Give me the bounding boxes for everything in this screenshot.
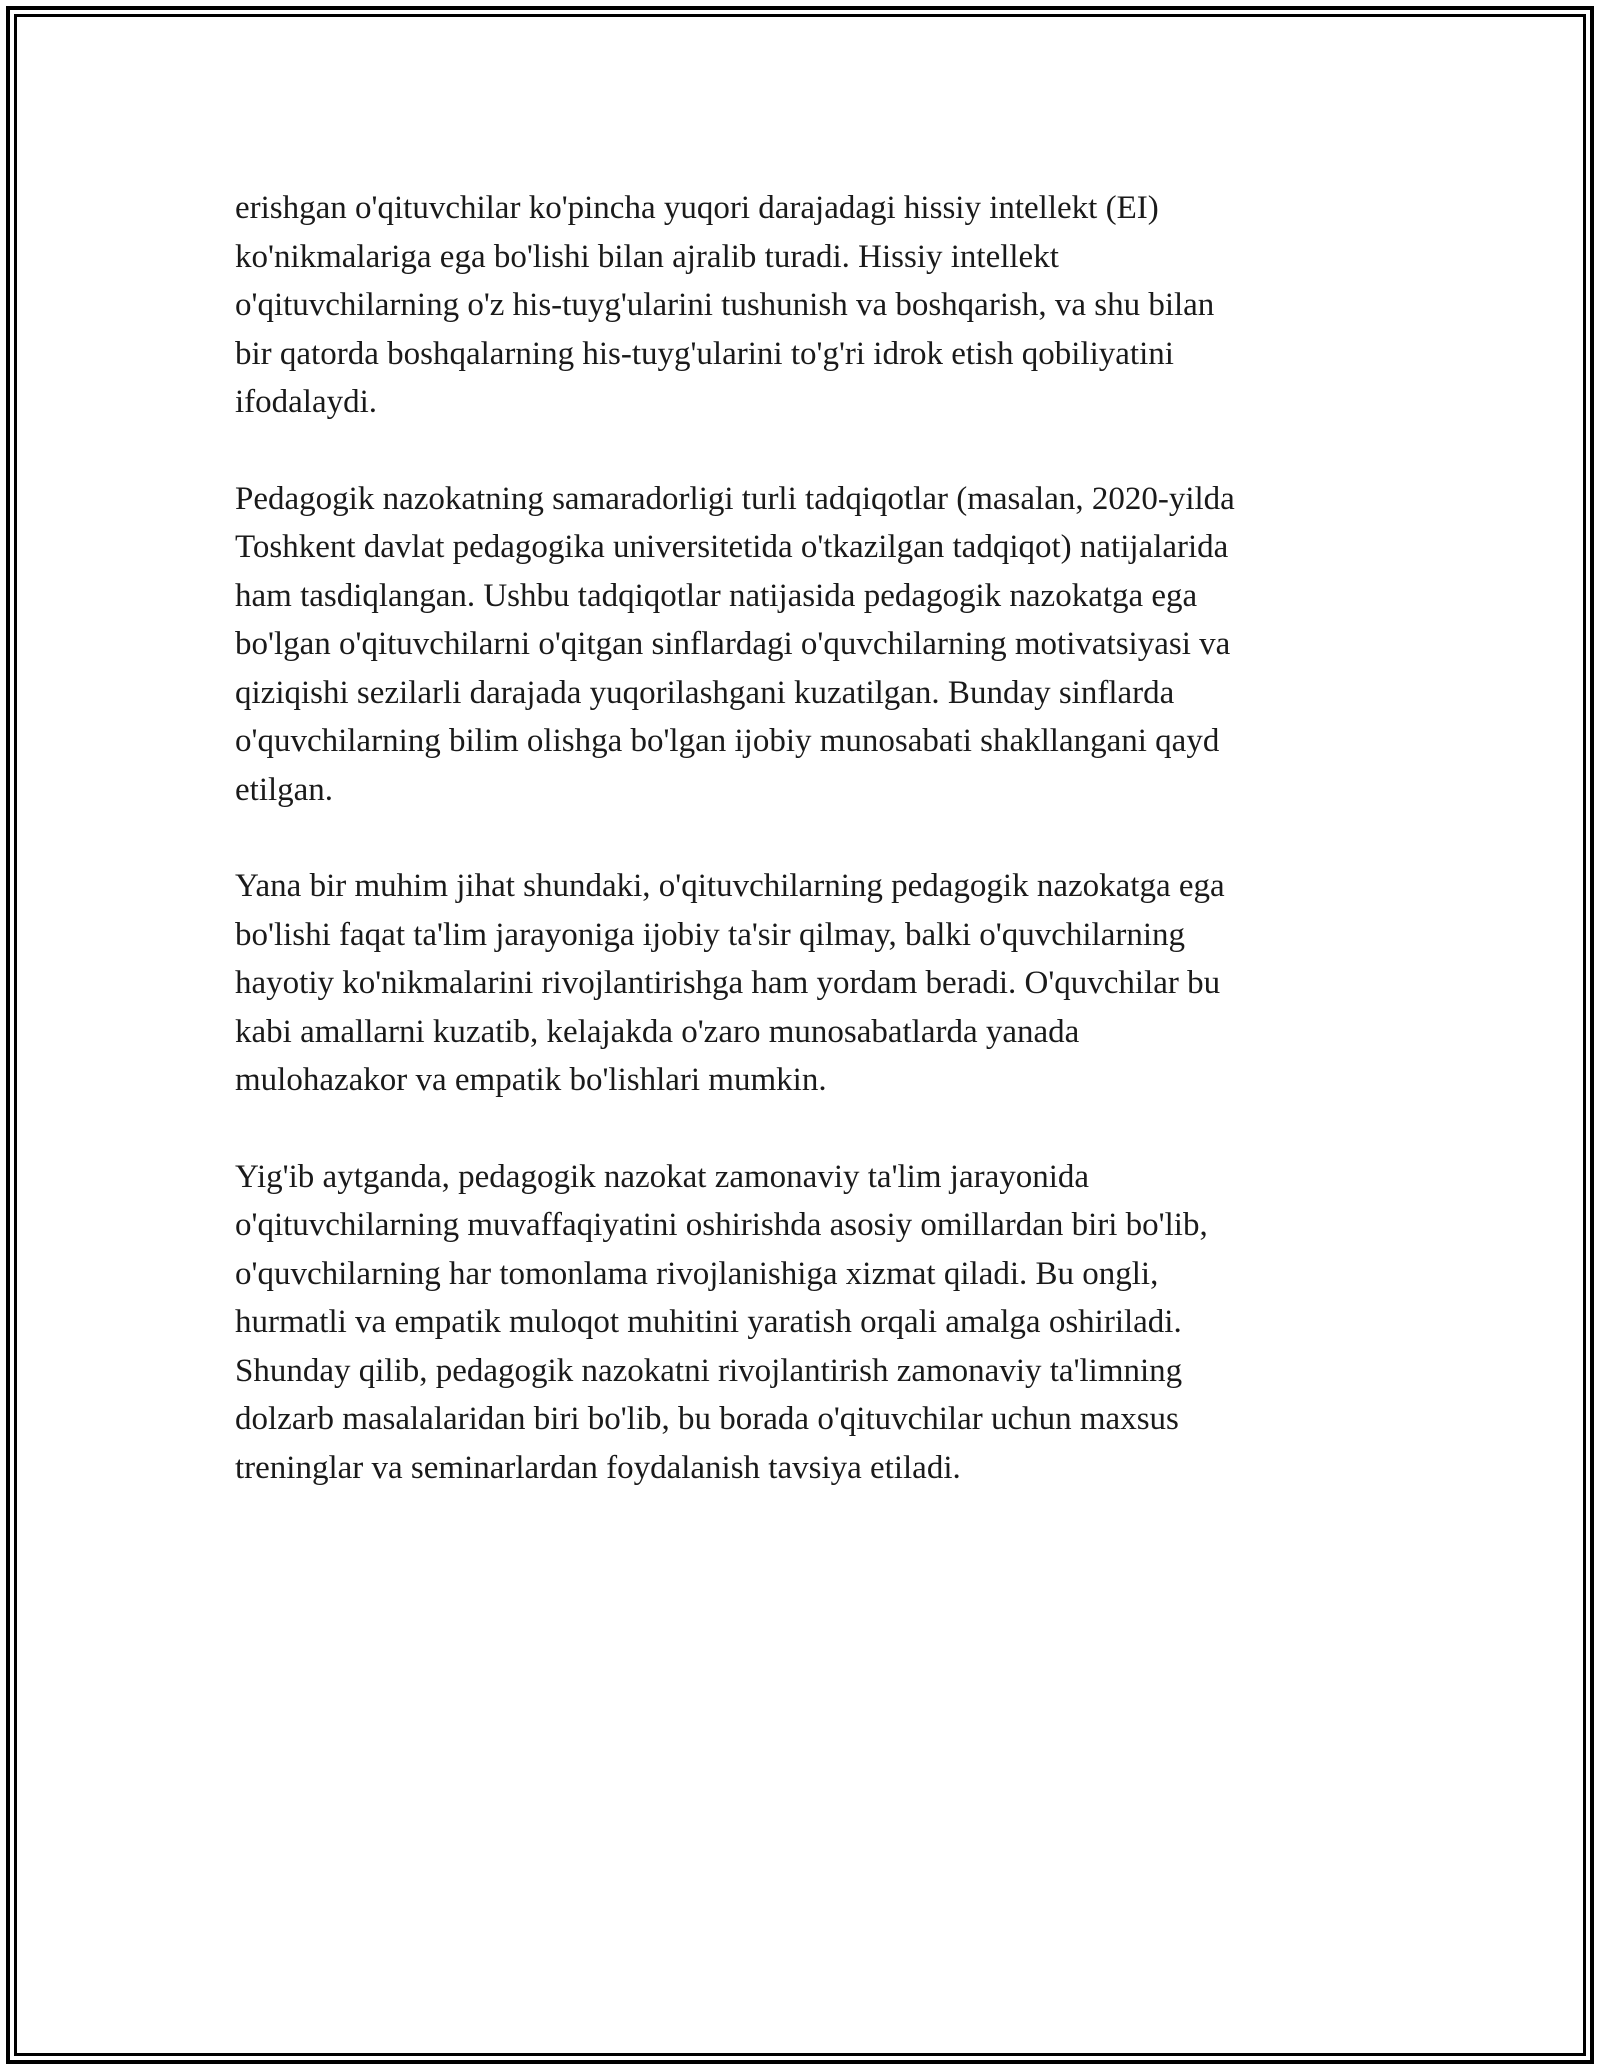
paragraph-conclusion: Yig'ib aytganda, pedagogik nazokat zamonaviy ta'lim jarayonida o'qituvchilarning muvaffaqiyatini oshirishda asosiy omillardan biri bo'lib, o'quvchilarning har tomonlama rivojlanishiga xizmat qiladi. Bu ongli, hurmatli va empatik muloqot muhitini yaratish orqali amalga oshiriladi. Shunday qilib, pedagogik nazokatni rivojlantirish zamonaviy ta'limning dolzarb masalalaridan biri bo'lib, bu borada o'qituvchilar uchun maxsus treninglar va seminarlardan foydalanish tavsiya etiladi. [235,1158,1208,1486]
document-body [235,184,1375,1540]
paragraph-research-findings: Pedagogik nazokatning samaradorligi turli tadqiqotlar (masalan, 2020-yilda Toshkent davlat pedagogika universitetida o'tkazilgan tadqiqot) natijalarida ham tasdiqlangan. Ushbu tadqiqotlar natijasida pedagogik nazokatga ega bo'lgan o'qituvchilarni o'qitgan sinflardagi o'quvchilarning motivatsiyasi va qiziqishi sezilarli darajada yuqorilashgani kuzatilgan. Bunday sinflarda o'quvchilarning bilim olishga bo'lgan ijobiy munosabati shakllangani qayd etilgan. [235,480,1235,808]
paragraph-emotional-intelligence: erishgan o'qituvchilar ko'pincha yuqori darajadagi hissiy intellekt (EI) ko'nikmalariga ega bo'lishi bilan ajralib turadi. Hissiy intellekt o'qituvchilarning o'z his-tuyg'ularini tushunish va boshqarish, va shu bilan bir qatorda boshqalarning his-tuyg'ularini to'g'ri idrok etish qobiliyatini ifodalaydi. [235,190,1215,420]
paragraph-life-skills: Yana bir muhim jihat shundaki, o'qituvchilarning pedagogik nazokatga ega bo'lishi faqat ta'lim jarayoniga ijobiy ta'sir qilmay, balki o'quvchilarning hayotiy ko'nikmalarini rivojlantirishga ham yordam beradi. O'quvchilar bu kabi amallarni kuzatib, kelajakda o'zaro munosabatlarda yanada mulohazakor va empatik bo'lishlari mumkin. [235,868,1225,1098]
